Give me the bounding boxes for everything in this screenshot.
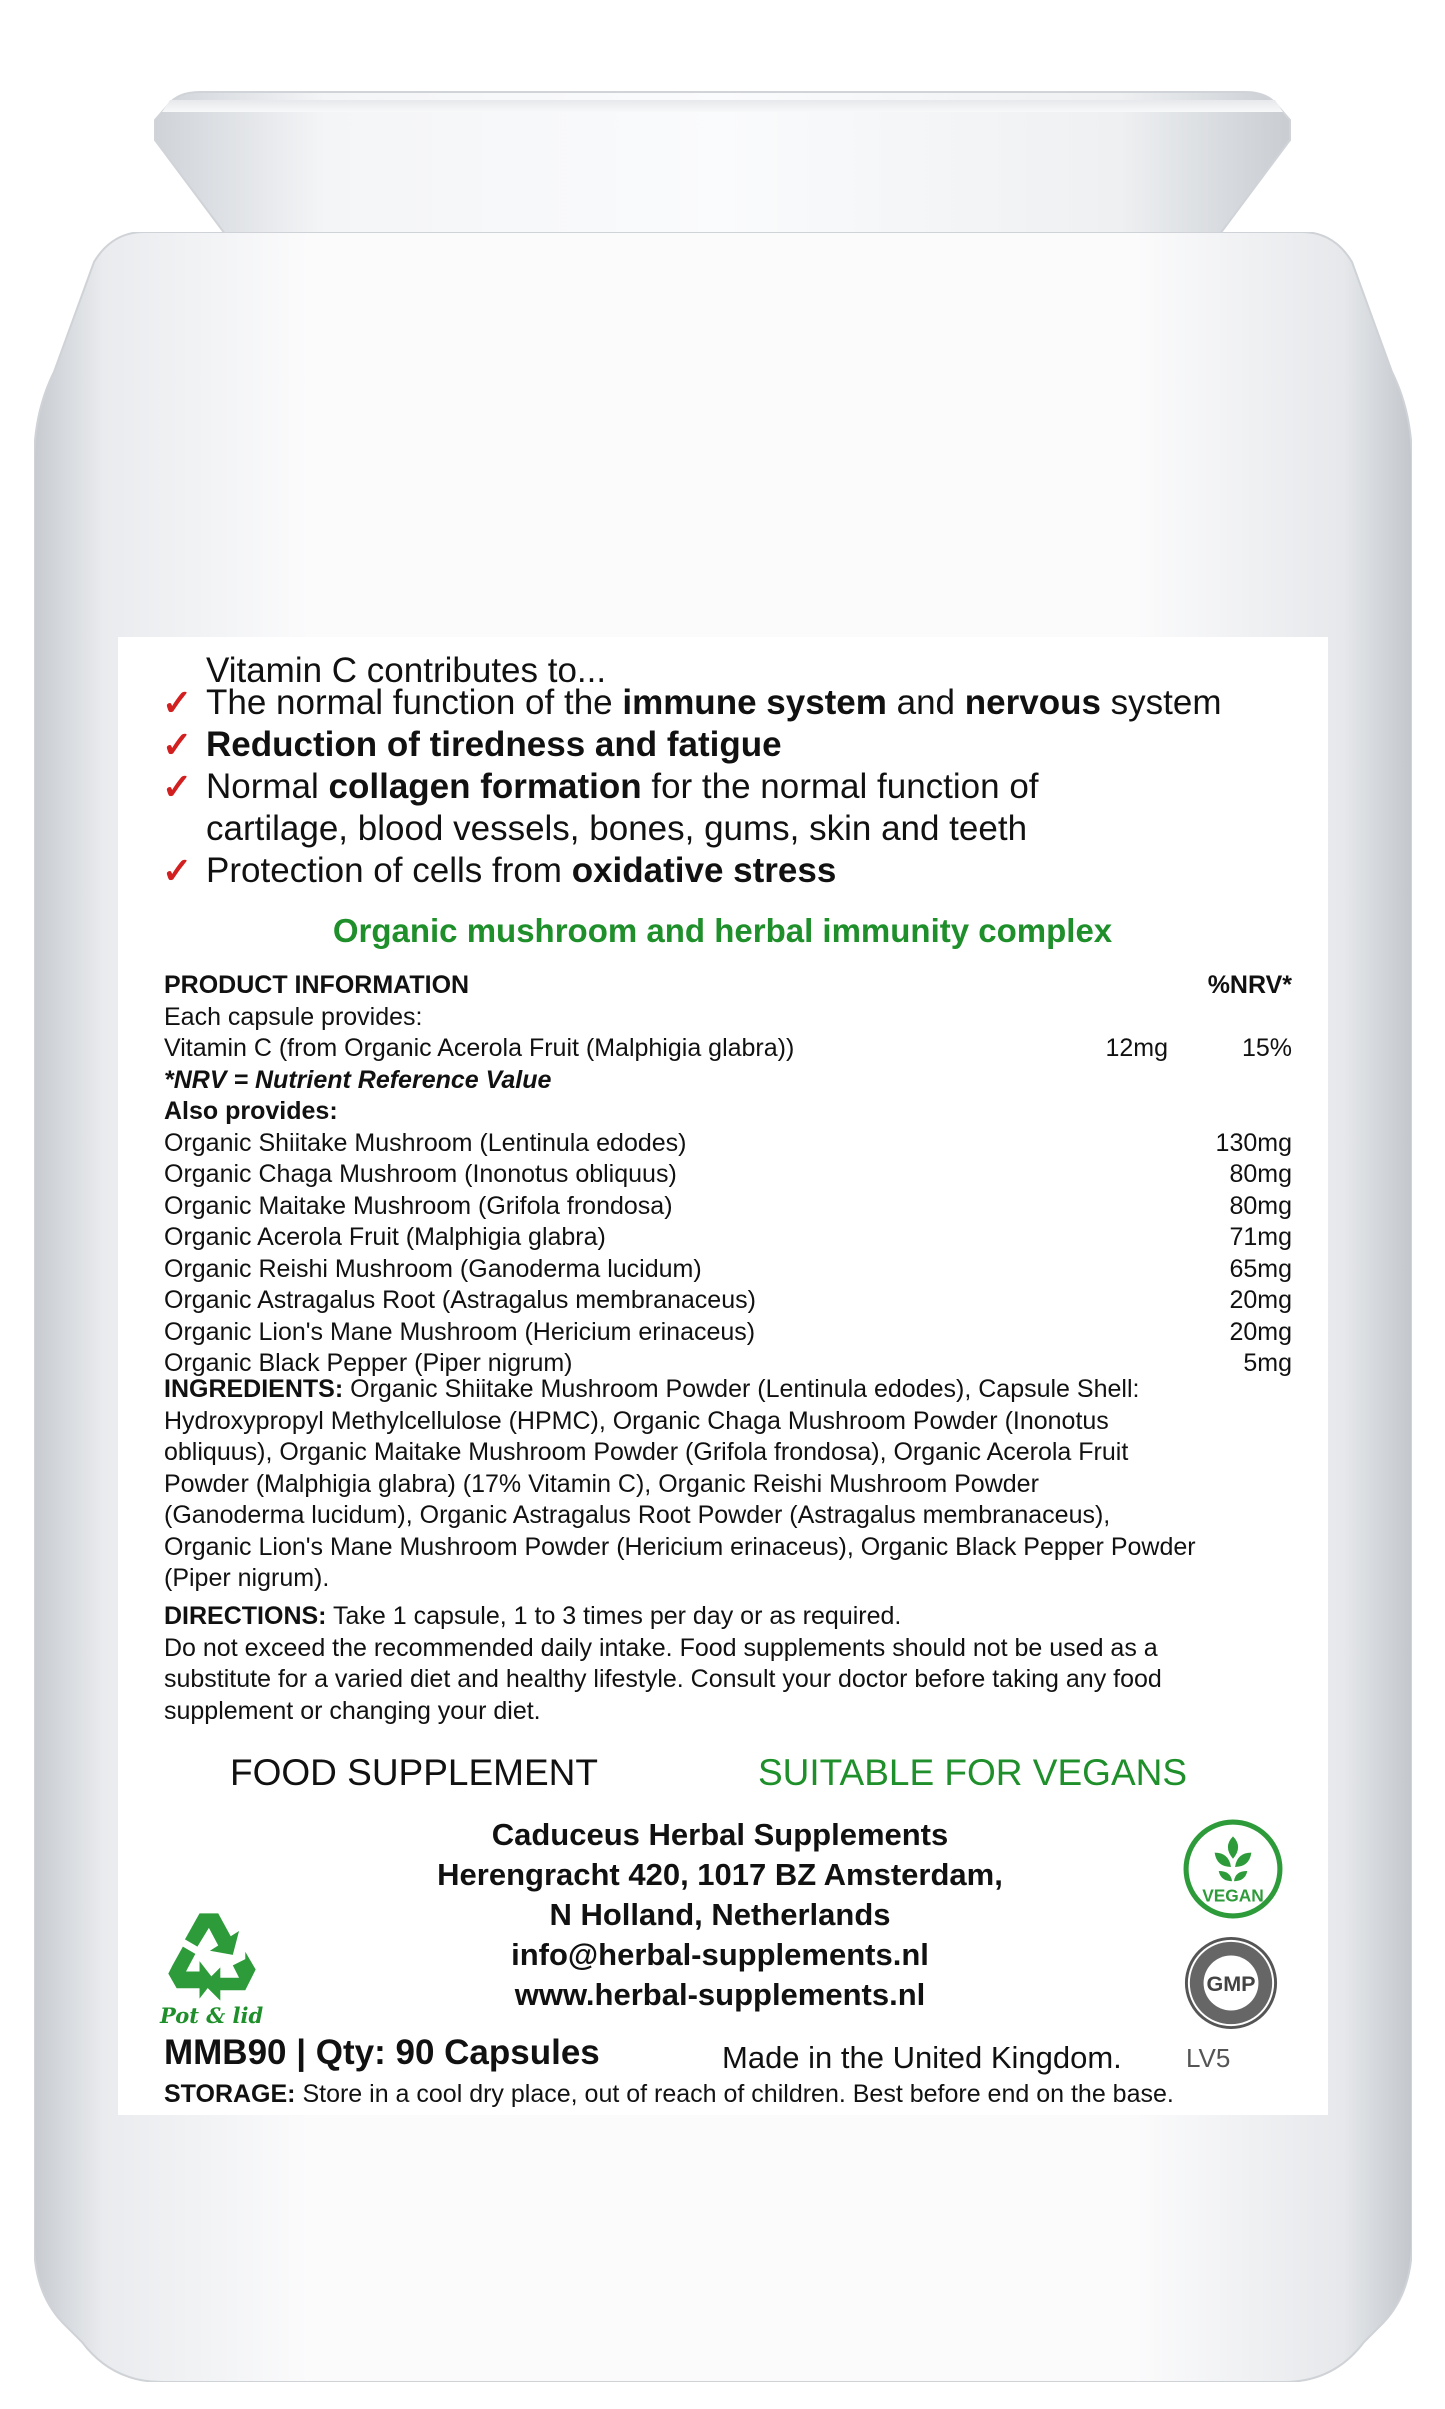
storage-text: Store in a cool dry place, out of reach of children. Best before end on the base. [295,2080,1174,2108]
company-line: N Holland, Netherlands [549,1897,891,1932]
product-information-table [164,970,1292,1380]
each-capsule-provides [164,1002,1292,1034]
directions-line: Do not exceed the recommended daily intake. Food supplements should not be used as a [164,1633,1158,1662]
vitamin-c-name: Vitamin C (from Organic Acerola Fruit (Malphigia glabra)) [164,1034,795,1062]
nutrient-amount: 65mg [1229,1254,1292,1283]
checkmark-icon: ✓ [162,850,193,891]
nutrient-amount: 20mg [1229,1317,1292,1346]
ingredients-line: Organic Lion's Mane Mushroom Powder (Hericium erinaceus), Organic Black Pepper Powder [164,1532,1196,1561]
ingredients-line: (Piper nigrum). [164,1564,330,1592]
ingredients-line: Hydroxypropyl Methylcellulose (HPMC), Organic Chaga Mushroom Powder (Inonotus [164,1406,1109,1435]
label-version: LV5 [1186,2043,1231,2073]
nutrient-name: Organic Reishi Mushroom (Ganoderma lucidum) [164,1254,702,1283]
claim-item: Protection of cells from oxidative stress [206,851,837,890]
gmp-badge-icon [1182,1934,1280,2032]
claim-item: Normal collagen formation for the normal function of [206,767,1039,806]
company-line: Caduceus Herbal Supplements [491,1817,949,1852]
nutrient-amount: 130mg [1215,1128,1292,1157]
directions-line: supplement or changing your diet. [164,1696,541,1725]
nutrient-name: Organic Shiitake Mushroom (Lentinula edodes) [164,1128,687,1157]
company-line: info@herbal-supplements.nl [511,1937,929,1972]
claims-intro: Vitamin C contributes to... [206,651,607,690]
nutrient-row [164,1285,1292,1317]
product-info-heading: PRODUCT INFORMATION [164,971,470,999]
nutrient-row [164,1159,1292,1191]
food-supplement-tag: FOOD SUPPLEMENT [230,1752,598,1793]
complex-title: Organic mushroom and herbal immunity complex [332,912,1113,949]
nutrient-amount: 80mg [1229,1160,1292,1188]
company-line: Herengracht 420, 1017 BZ Amsterdam, [437,1857,1003,1892]
directions-line: DIRECTIONS: Take 1 capsule, 1 to 3 times per day or as required. [164,1602,902,1630]
checkmark-icon: ✓ [162,724,193,765]
vitamin-c-row [164,1033,1292,1065]
gmp-badge-text: GMP [1206,1970,1256,1996]
claim-item: cartilage, blood vessels, bones, gums, skin and teeth [206,809,1028,848]
nutrient-name: Organic Maitake Mushroom (Grifola frondosa) [164,1191,673,1220]
ingredients-line: obliquus), Organic Maitake Mushroom Powder (Grifola frondosa), Organic Acerola Fruit [164,1438,1129,1466]
company-line: www.herbal-supplements.nl [514,1977,926,2012]
claim-item: The normal function of the immune system and nervous system [206,683,1222,722]
nutrient-row [164,1128,1292,1160]
nutrient-amount: 71mg [1229,1223,1292,1251]
nutrient-name: Organic Black Pepper (Piper nigrum) [164,1349,573,1377]
nutrient-amount: 20mg [1229,1286,1292,1314]
ingredients-line: INGREDIENTS: Organic Shiitake Mushroom Powder (Lentinula edodes), Capsule Shell: [164,1375,1140,1403]
vitamin-c-amount: 12mg [1105,1034,1168,1062]
suitable-for-vegans-tag: SUITABLE FOR VEGANS [758,1752,1188,1793]
vitamin-c-nrv: 15% [1241,1034,1292,1062]
nutrient-row [164,1191,1292,1223]
ingredients-block [164,1374,1292,1595]
vegan-badge-text: VEGAN [1202,1885,1264,1906]
ingredients-line: (Ganoderma lucidum), Organic Astragalus Root Powder (Astragalus membranaceus), [164,1501,1111,1529]
directions-block [164,1601,1292,1727]
nutrient-row [164,1222,1292,1254]
claim-item: Reduction of tiredness and fatigue [206,725,782,764]
made-in: Made in the United Kingdom. [722,2040,1122,2075]
nrv-note: *NRV = Nutrient Reference Value [164,1065,552,1094]
nutrient-amount: 80mg [1229,1191,1292,1220]
storage-label: STORAGE: [164,2080,296,2108]
sku-quantity: MMB90 | Qty: 90 Capsules [164,2033,600,2072]
pot-lid-label: Pot & lid [160,2003,264,2028]
storage-line [164,2080,1174,2109]
checkmark-icon: ✓ [162,682,193,723]
company-address [330,1815,1110,2015]
also-provides: Also provides: [164,1097,338,1125]
checkmark-icon: ✓ [162,766,193,807]
product-info-header [164,970,1292,1002]
vegan-badge-icon [1182,1818,1284,1920]
also-provides-list [164,1128,1292,1380]
nutrient-name: Organic Lion's Mane Mushroom (Hericium erinaceus) [164,1317,756,1346]
nutrient-name: Organic Acerola Fruit (Malphigia glabra) [164,1223,606,1251]
provides-label: Each capsule provides: [164,1002,423,1031]
directions-line: substitute for a varied diet and healthy lifestyle. Consult your doctor before taking any food [164,1665,1162,1693]
nutrient-name: Organic Astragalus Root (Astragalus membranaceus) [164,1286,756,1314]
nutrient-row [164,1317,1292,1349]
recycle-icon [160,1905,264,2009]
nutrient-name: Organic Chaga Mushroom (Inonotus obliquus) [164,1160,677,1188]
nrv-heading: %NRV* [1207,971,1292,999]
ingredients-line: Powder (Malphigia glabra) (17% Vitamin C), Organic Reishi Mushroom Powder [164,1469,1039,1498]
nutrient-row [164,1254,1292,1286]
nutrient-amount: 5mg [1243,1349,1292,1377]
